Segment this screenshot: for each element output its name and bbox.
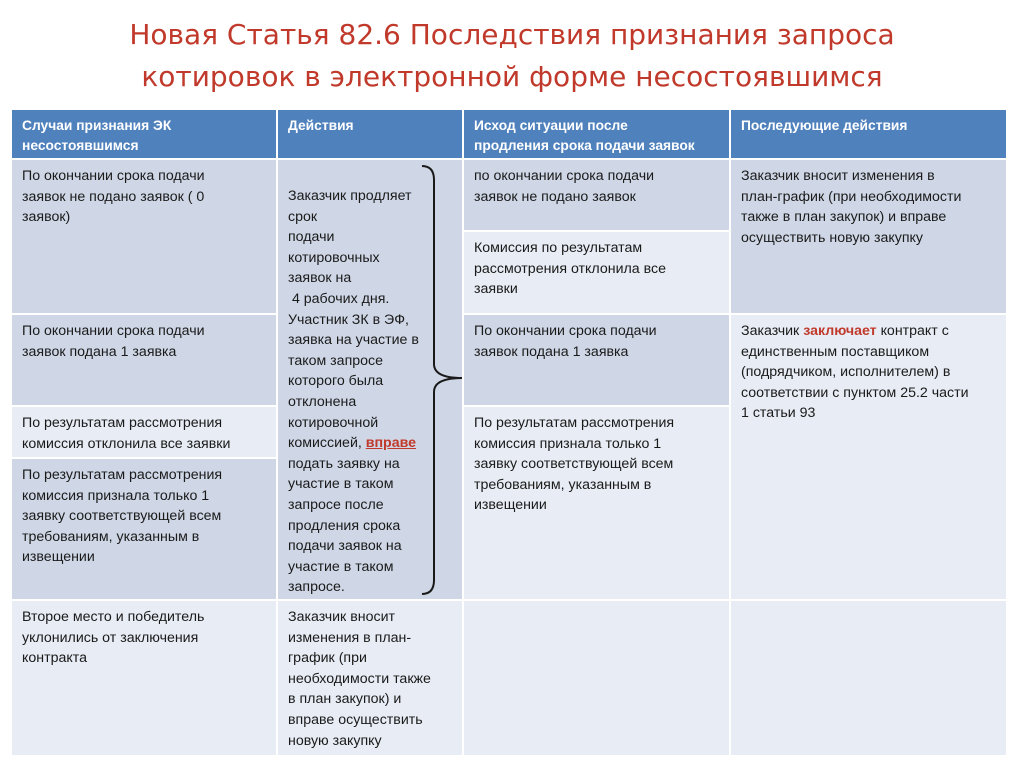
- case-winner-evaded: Второе место и победитель уклонились от заключения контракта: [12, 601, 276, 755]
- page-title: [0, 14, 1024, 98]
- outcome-one-compliant: По результатам рассмотрения комиссия признала только 1 заявку соответствующей всем требованиям, указанным в извещении: [464, 407, 729, 599]
- header-actions: Действия: [278, 110, 462, 158]
- header-cases: Случаи признания ЭК несостоявшимся: [12, 110, 276, 158]
- next-new-purchase: Заказчик вносит изменения в план-график (при необходимости также в план закупок) и вправе осуществить новую закупку: [731, 160, 1006, 313]
- highlight-vprave: вправе: [365, 435, 417, 452]
- title-line-2: котировок в электронной форме несостоявшимся: [141, 60, 883, 93]
- outcome-no-bids: по окончании срока подачи заявок не подано заявок: [464, 160, 729, 230]
- case-no-bids: По окончании срока подачи заявок не подано заявок ( 0 заявок): [12, 160, 276, 313]
- action-change-plan: Заказчик вносит изменения в план- график (при необходимости также в план закупок) и вправе осуществить новую закупку: [278, 601, 462, 755]
- curly-brace-icon: [418, 162, 468, 598]
- title-line-1: Новая Статья 82.6 Последствия признания запроса: [129, 18, 895, 51]
- outcome-all-rejected: Комиссия по результатам рассмотрения отклонила все заявки: [464, 232, 729, 313]
- next-empty: [731, 601, 1006, 755]
- case-one-compliant: По результатам рассмотрения комиссия признала только 1 заявку соответствующей всем требованиям, указанным в извещении: [12, 459, 276, 599]
- outcome-empty: [464, 601, 729, 755]
- header-next-actions: Последующие действия: [731, 110, 1006, 158]
- action-extend-deadline: Заказчик продляет срок подачи котировочных заявок на 4 рабочих дня. Участник ЗК в ЭФ, заявка на участие в таком запросе которого была отклонена котировочной комиссией, вправе подать заявку на участие в таком запросе после продления срока подачи заявок на участие в таком запросе.: [278, 160, 462, 599]
- case-one-bid: По окончании срока подачи заявок подана 1 заявка: [12, 315, 276, 405]
- case-all-rejected: По результатам рассмотрения комиссия отклонила все заявки: [12, 407, 276, 457]
- header-outcome: Исход ситуации после продления срока подачи заявок: [464, 110, 729, 158]
- outcome-one-bid: По окончании срока подачи заявок подана 1 заявка: [464, 315, 729, 405]
- next-sole-supplier: Заказчик заключает контракт с единственным поставщиком (подрядчиком, исполнителем) в соответствии с пунктом 25.2 части 1 статьи 93: [731, 315, 1006, 599]
- highlight-zaklyuchaet: заключает: [803, 323, 877, 339]
